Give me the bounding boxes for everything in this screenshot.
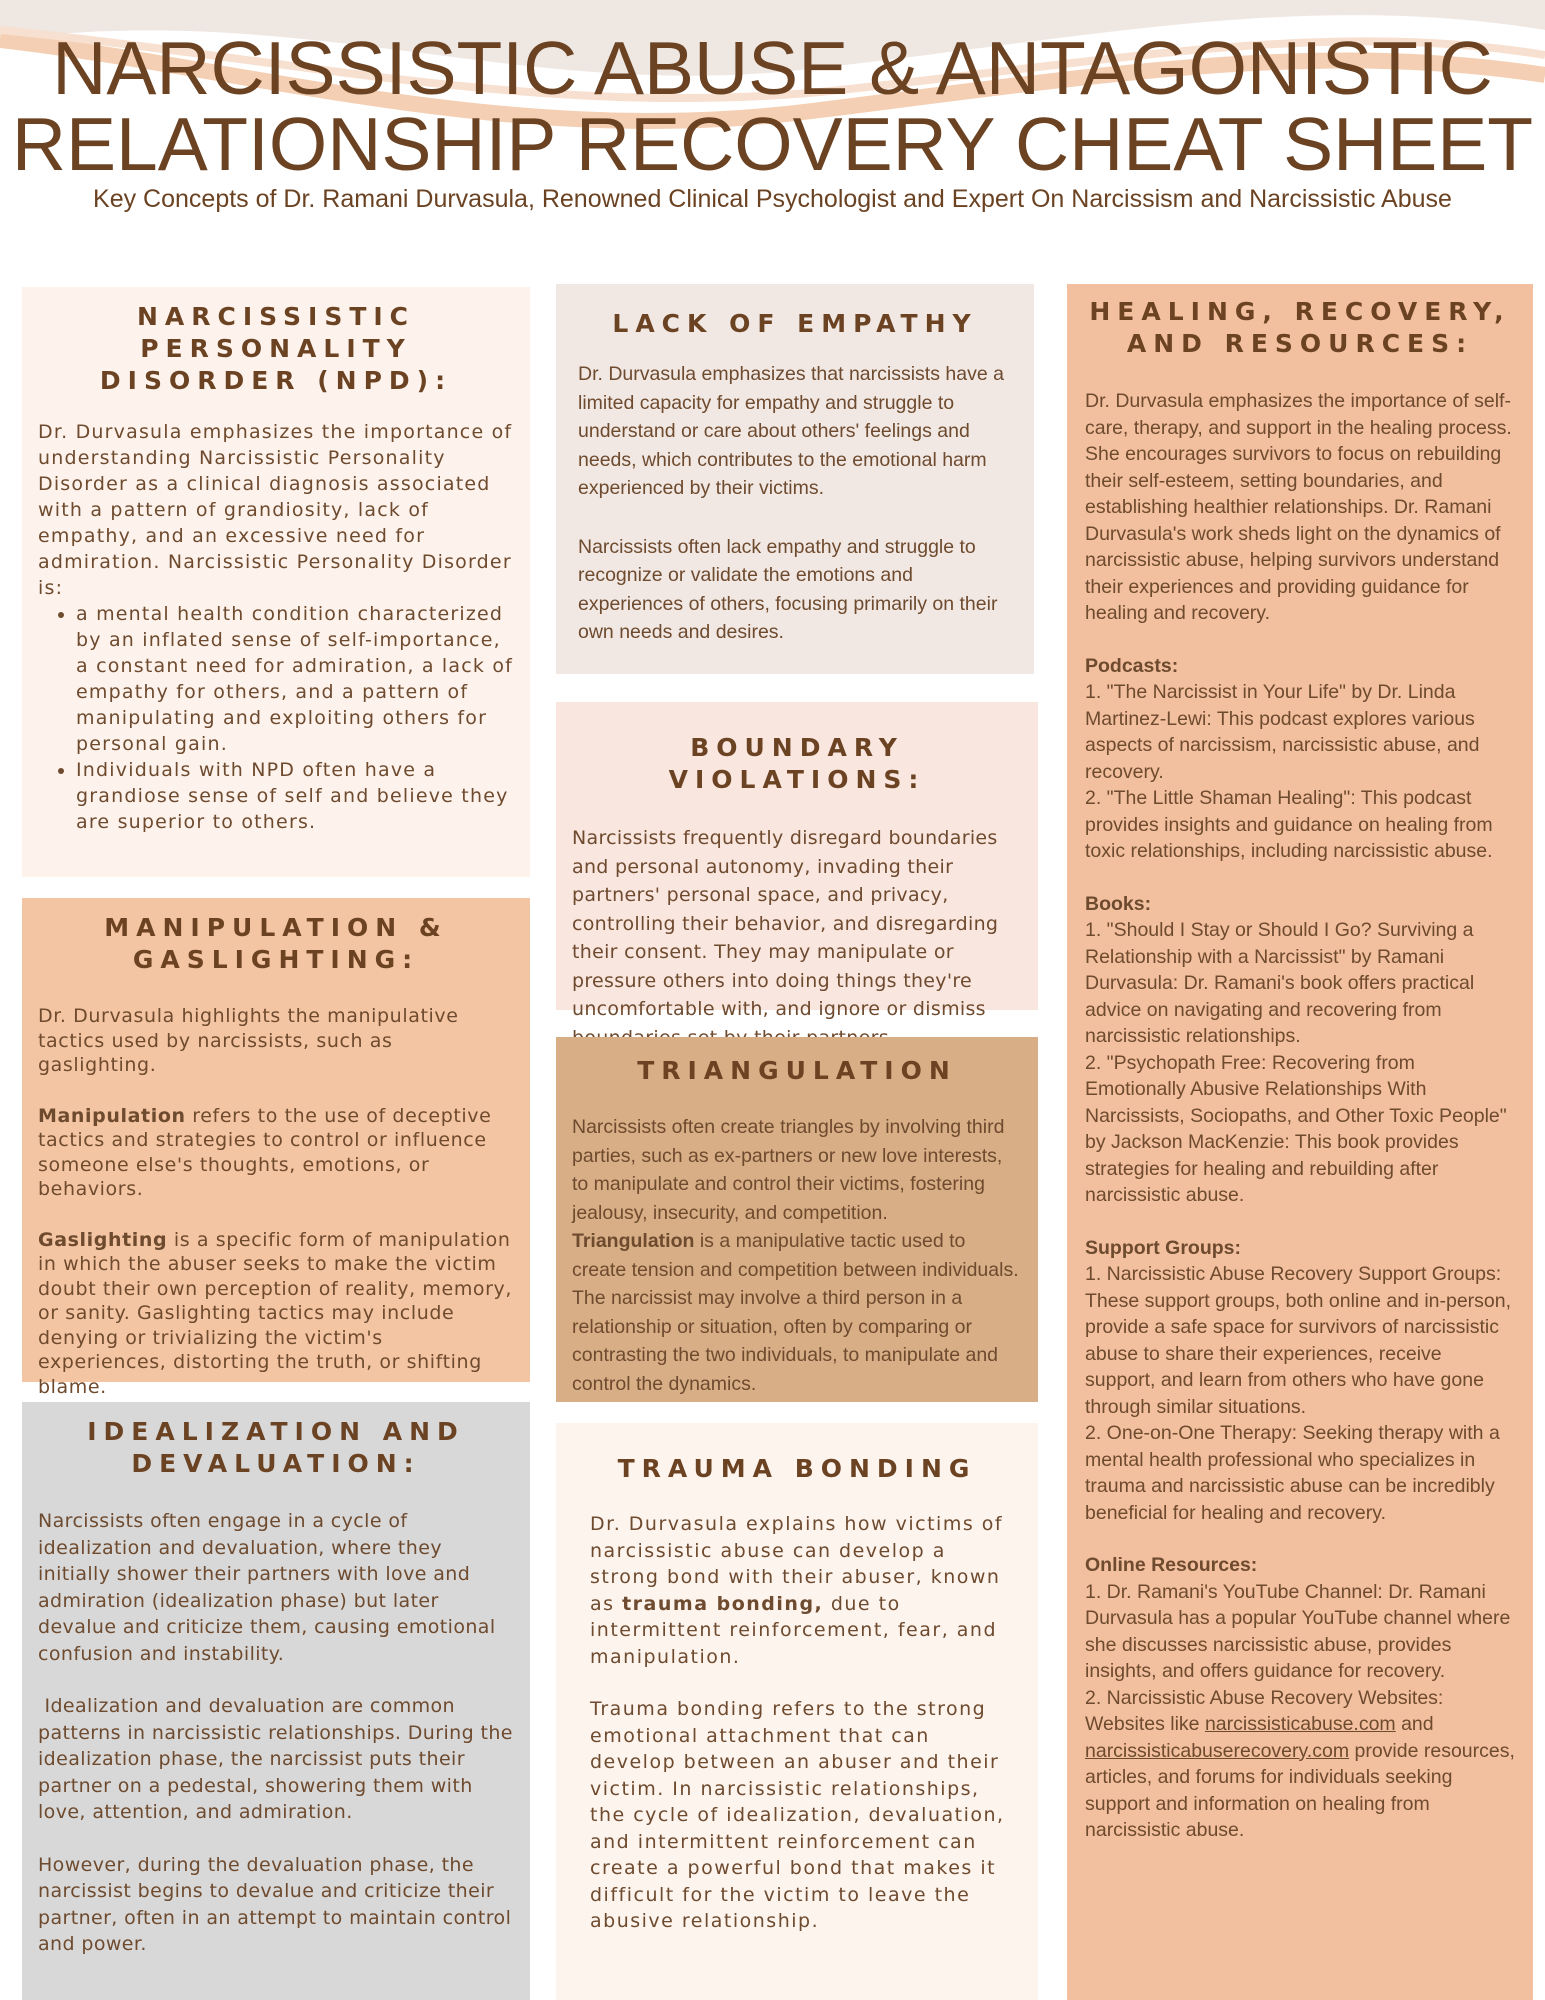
empathy-heading: LACK OF EMPATHY (612, 309, 978, 338)
page-header (0, 26, 1545, 213)
gaslighting-definition-text: is a specific form of manipulation in which the abuser seeks to make the victim doubt their own perception of reality, memory, or sanity. Gaslighting tactics may include denying or trivializing the victim's experiences, distorting the truth, or shifting blame. (38, 1228, 513, 1398)
triangulation-heading: TRIANGULATION (637, 1056, 957, 1085)
online-2-text-a: 2. Narcissistic Abuse Recovery Websites: Websites like (1085, 1686, 1444, 1735)
gaslighting-term: Gaslighting (38, 1228, 168, 1251)
narcissisticabuserecovery-link[interactable]: narcissisticabuserecovery.com (1085, 1739, 1350, 1762)
list-item: 1. Dr. Ramani's YouTube Channel: Dr. Ramani Durvasula has a popular YouTube channel where she discusses narcissistic abuse, provides insights, and offers guidance for recovery. (1085, 1580, 1511, 1682)
podcasts-block (1085, 653, 1515, 865)
trauma-text-a: Dr. Durvasula explains how victims of narcissistic abuse can develop a strong bond with their abuser, known as (590, 1513, 1004, 1615)
page-title (0, 26, 1545, 186)
online-2-text-b: provide resources, articles, and forums for individuals seeking support and information on healing from narcissistic abuse. (1085, 1739, 1515, 1841)
idealization-section (22, 1402, 530, 2000)
support-label: Support Groups: (1085, 1236, 1241, 1259)
trauma-heading: TRAUMA BONDING (617, 1454, 977, 1483)
manipulation-heading: MANIPULATION & GASLIGHTING: (104, 913, 448, 974)
trauma-paragraph-2: Trauma bonding refers to the strong emotional attachment that can develop between an abuser and their victim. In narcissistic relationships, the cycle of idealization, devaluation, and intermittent reinforcement can create a powerful bond that makes it difficult for the victim to leave the abusive relationship. (590, 1698, 1005, 1932)
triangulation-term: Triangulation (572, 1230, 695, 1252)
books-label: Books: (1085, 892, 1152, 915)
npd-intro: Dr. Durvasula emphasizes the importance of understanding Narcissistic Personality Disorder as a clinical diagnosis associated with a pattern of grandiosity, lack of empathy, and an excessive need for admiration. Narcissistic Personality Disorder is: (38, 421, 513, 599)
empathy-paragraph-1: Dr. Durvasula emphasizes that narcissists have a limited capacity for empathy and struggle to understand or care about others' feelings and needs, which contributes to the emotional harm experienced by their victims. (578, 363, 1004, 499)
empathy-paragraph-2: Narcissists often lack empathy and struggle to recognize or validate the emotions and experiences of others, focusing primarily on their own needs and desires. (578, 535, 998, 643)
online-2-and: and (1395, 1713, 1434, 1735)
idealization-paragraph-3: However, during the devaluation phase, the narcissist begins to devalue and criticize their partner, often in an attempt to maintain control and power. (38, 1853, 512, 1955)
books-block (1085, 891, 1515, 1209)
npd-heading: NARCISSISTIC PERSONALITY DISORDER (NPD): (99, 302, 453, 395)
online-label: Online Resources: (1085, 1554, 1258, 1576)
healing-intro: Dr. Durvasula emphasizes the importance of self-care, therapy, and support in the healing process. She encourages survivors to focus on rebuilding their self-esteem, setting boundaries, and establishing healthier relationships. Dr. Ramani Durvasula's work sheds light on the dynamics of narcissistic abuse, helping survivors understand their experiences and providing guidance for healing and recovery. (1085, 390, 1512, 624)
manipulation-intro: Dr. Durvasula highlights the manipulative tactics used by narcissists, such as gaslighting. (38, 1005, 459, 1076)
list-item: 1. Narcissistic Abuse Recovery Support Groups: These support groups, both online and in-person, provide a safe space for survivors of narcissistic abuse to share their experiences, receive support, and learn from others who have gone through similar situations. (1085, 1263, 1512, 1418)
page-subtitle: Key Concepts of Dr. Ramani Durvasula, Renowned Clinical Psychologist and Expert On Narcissism and Narcissistic Abuse (93, 185, 1452, 213)
podcasts-label: Podcasts: (1085, 654, 1179, 677)
npd-bullet-list (38, 601, 514, 835)
title-line-2: RELATIONSHIP RECOVERY CHEAT SHEET (11, 102, 1534, 186)
triangulation-paragraph-1: Narcissists often create triangles by involving third parties, such as ex-partners or new love interests, to manipulate and control their victims, fostering jealousy, insecurity, and competition. (572, 1116, 1005, 1224)
list-item: • Individuals with NPD often have a grandiose sense of self and believe they are superior to others. (76, 757, 514, 835)
narcissisticabuse-link[interactable]: narcissisticabuse.com (1204, 1713, 1396, 1735)
npd-section (22, 287, 530, 877)
list-item: 2. One-on-One Therapy: Seeking therapy with a mental health professional who specializes in trauma and narcissistic abuse can be incredibly beneficial for healing and recovery. (1085, 1422, 1500, 1524)
online-block (1085, 1552, 1515, 1844)
manipulation-definition-text: refers to the use of deceptive tactics and strategies to control or influence someone else's thoughts, emotions, or behaviors. (38, 1104, 492, 1200)
triangulation-section (556, 1037, 1038, 1402)
triangulation-definition (572, 1227, 1022, 1398)
trauma-text-b: due to intermittent reinforcement, fear, and manipulation. (590, 1592, 998, 1668)
idealization-heading: IDEALIZATION AND DEVALUATION: (87, 1417, 465, 1478)
list-item: • a mental health condition characterized by an inflated sense of self-importance, a constant need for admiration, a lack of empathy for others, and a pattern of manipulating and exploiting others for personal gain. (76, 601, 514, 757)
boundary-section (556, 702, 1038, 1020)
list-item (1085, 1685, 1515, 1844)
gaslighting-definition (38, 1228, 514, 1400)
empathy-section (556, 284, 1034, 674)
manipulation-section (22, 898, 530, 1398)
trauma-paragraph-1 (590, 1511, 1008, 1670)
boundary-heading: BOUNDARY VIOLATIONS: (668, 733, 926, 794)
list-item: 1. "Should I Stay or Should I Go? Surviving a Relationship with a Narcissist" by Ramani Durvasula: Dr. Ramani's book offers practical advice on navigating and recovering from narcissistic relationships. (1085, 919, 1475, 1047)
idealization-paragraph-1: Narcissists often engage in a cycle of idealization and devaluation, where they initially shower their partners with love and admiration (idealization phase) but later devalue and criticize them, causing emotional confusion and instability. (38, 1510, 496, 1665)
list-item: 1. "The Narcissist in Your Life" by Dr. Linda Martinez-Lewi: This podcast explores various aspects of narcissism, narcissistic abuse, and recovery. (1085, 681, 1480, 783)
boundary-paragraph: Narcissists frequently disregard boundaries and personal autonomy, invading their partners' personal space, and privacy, controlling their behavior, and disregarding their consent. They may manipulate or pressure others into doing things they're uncomfortable with, and ignore or dismiss (572, 827, 999, 1020)
list-item: 2. "Psychopath Free: Recovering from Emotionally Abusive Relationships With Narcissists, Sociopaths, and Other Toxic People" by Jackson MacKenzie: This book provides strategies for healing and rebuilding after narcissistic abuse. (1085, 1051, 1507, 1206)
triangulation-definition-text: is a manipulative tactic used to create tension and competition between individuals. The narcissist may involve a third person in a relationship or situation, often by comparing or contrasting the two individuals, to manipulate and control the dynamics. (572, 1230, 1019, 1395)
healing-section (1067, 284, 1533, 2000)
trauma-section (556, 1423, 1038, 2000)
manipulation-term: Manipulation (38, 1104, 186, 1127)
title-line-1: NARCISSISTIC ABUSE & ANTAGONISTIC (52, 26, 1493, 110)
idealization-paragraph-2: Idealization and devaluation are common patterns in narcissistic relationships. During the idealization phase, the narcissist puts their partner on a pedestal, showering them with love, attention, and admiration. (38, 1695, 520, 1823)
healing-heading: HEALING, RECOVERY, AND RESOURCES: (1089, 297, 1511, 358)
trauma-term: trauma bonding, (622, 1592, 824, 1615)
list-item: 2. "The Little Shaman Healing": This podcast provides insights and guidance on healing from toxic relationships, including narcissistic abuse. (1085, 787, 1493, 862)
manipulation-definition (38, 1104, 514, 1202)
support-block (1085, 1235, 1515, 1527)
